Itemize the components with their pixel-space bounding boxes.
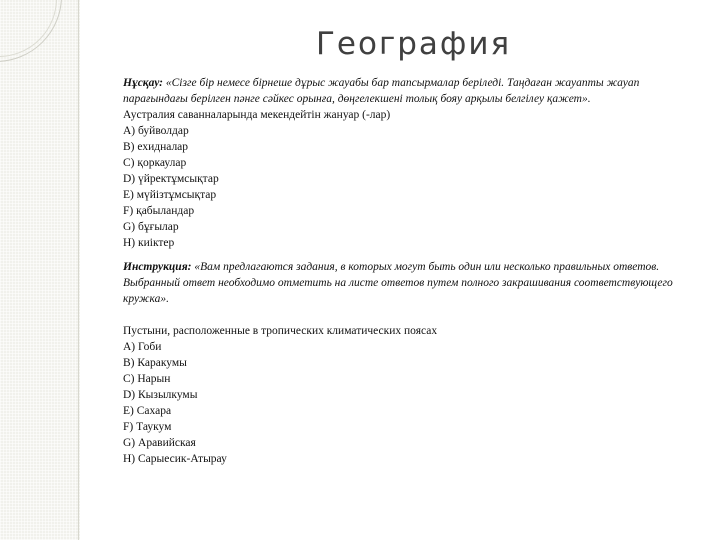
slide-content	[123, 75, 698, 467]
spacer	[123, 251, 698, 259]
question-kz: Аустралия саванналарында мекендейтін жануар (-лар)	[123, 109, 391, 121]
option-kz-e: E) мүйізтұмсықтар	[123, 189, 217, 201]
instruction-ru	[123, 259, 698, 307]
option-ru-c: C) Нарын	[123, 373, 171, 385]
option-kz-a: A) буйволдар	[123, 125, 189, 137]
spacer	[123, 307, 698, 323]
option-kz-d: D) үйректұмсықтар	[123, 173, 219, 185]
option-kz-b: B) ехидналар	[123, 141, 189, 153]
option-kz-g: G) бұғылар	[123, 221, 179, 233]
slide-title: География	[316, 26, 512, 62]
option-ru-g: G) Аравийская	[123, 437, 196, 449]
option-ru-a: A) Гоби	[123, 341, 162, 353]
option-ru-h: H) Сарыесик-Атырау	[123, 453, 227, 465]
decorative-side-band	[0, 0, 80, 540]
instruction-ru-text: «Вам предлагаются задания, в которых могут быть один или несколько правильных ответов. Выбранный ответ необходимо отметить на листе ответов путем полного закрашивания соответствующего кружка».	[123, 261, 673, 305]
instruction-ru-label: Инструкция:	[123, 261, 192, 273]
side-band-border	[78, 0, 79, 540]
option-kz-h: H) киіктер	[123, 237, 175, 249]
option-ru-e: E) Сахара	[123, 405, 172, 417]
option-ru-d: D) Кызылкумы	[123, 389, 198, 401]
instruction-kz-text: «Сізге бір немесе бірнеше дұрыс жауабы бар тапсырмалар беріледі. Таңдаған жауапты жауап парағындағы берілген пәнге сәйкес орынға, дөңгелекшені толық бояу арқылы белгілеу қажет».	[123, 77, 640, 105]
instruction-kz-label: Нұсқау:	[123, 77, 164, 89]
option-ru-b: B) Каракумы	[123, 357, 187, 369]
instruction-kz	[123, 75, 698, 107]
option-kz-c: C) қоркаулар	[123, 157, 187, 169]
option-ru-f: F) Таукум	[123, 421, 172, 433]
option-kz-f: F) қабыландар	[123, 205, 195, 217]
question-ru: Пустыни, расположенные в тропических климатических поясах	[123, 325, 438, 337]
